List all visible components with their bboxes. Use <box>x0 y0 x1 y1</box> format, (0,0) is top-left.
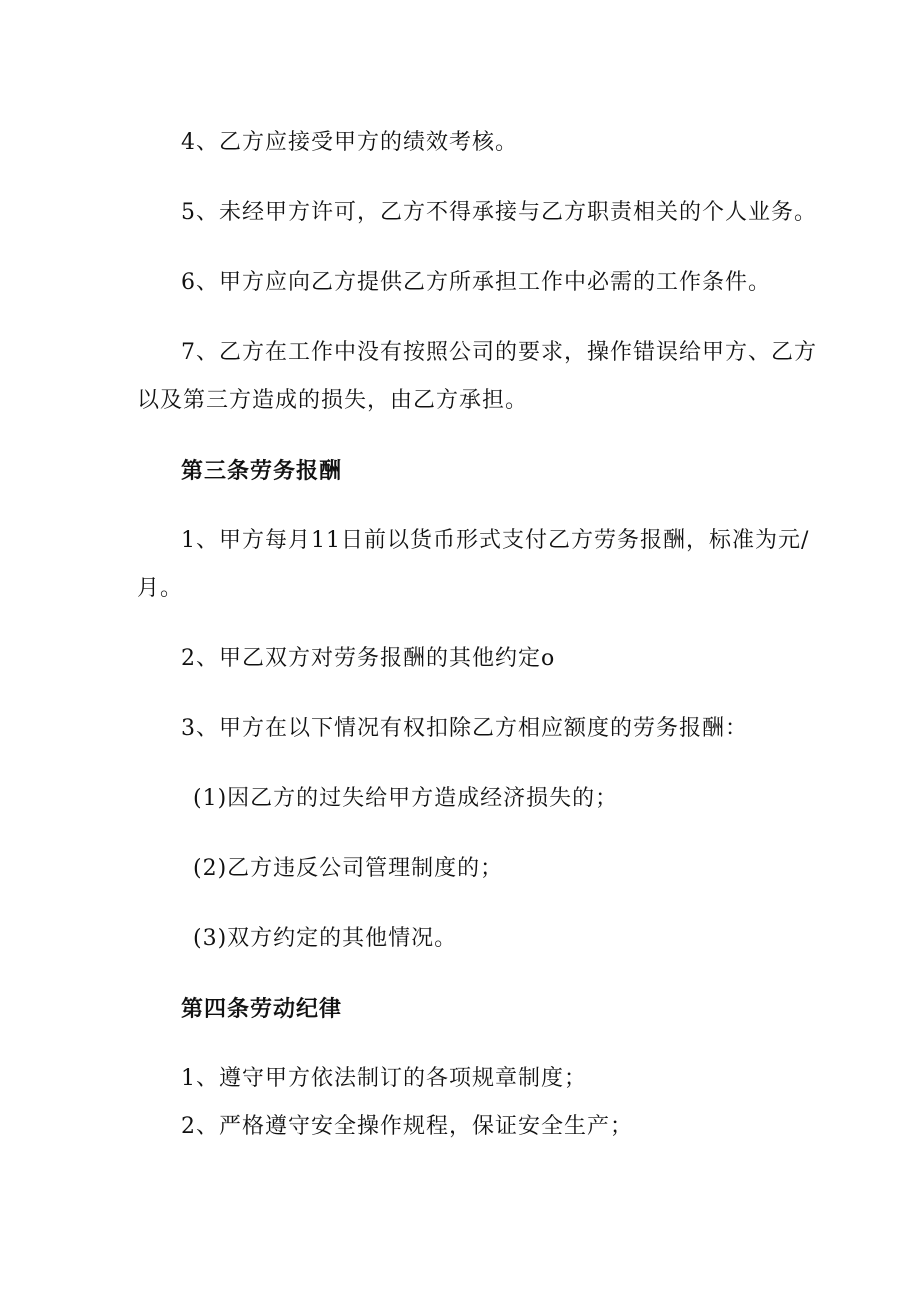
section-4-paragraph-2: 2、严格遵守安全操作规程，保证安全生产； <box>181 1114 633 1139</box>
section-3-subitem-1: (1)因乙方的过失给甲方造成经济损失的； <box>193 786 619 811</box>
section-4-heading: 第四条劳动纪律 <box>181 996 343 1022</box>
clause-item-7-line-2: 以及第三方造成的损失，由乙方承担。 <box>137 388 529 413</box>
clause-item-5: 5、未经甲方许可，乙方不得承接与乙方职责相关的个人业务。 <box>181 200 817 225</box>
section-3-heading: 第三条劳务报酬 <box>181 458 343 484</box>
section-3-subitem-2: (2)乙方违反公司管理制度的； <box>193 856 504 881</box>
section-3-paragraph-1-line-2: 月。 <box>137 576 184 601</box>
section-3-subitem-3: (3)双方约定的其他情况。 <box>193 926 458 951</box>
section-4-paragraph-1: 1、遵守甲方依法制订的各项规章制度； <box>181 1066 587 1091</box>
section-3-paragraph-1-line-1: 1、甲方每月11日前以货币形式支付乙方劳务报酬，标准为元/ <box>181 528 810 553</box>
section-3-paragraph-2: 2、甲乙双方对劳务报酬的其他约定o <box>181 646 556 671</box>
clause-item-4: 4、乙方应接受甲方的绩效考核。 <box>181 130 518 155</box>
clause-item-6: 6、甲方应向乙方提供乙方所承担工作中必需的工作条件。 <box>181 270 771 295</box>
clause-item-7-line-1: 7、乙方在工作中没有按照公司的要求，操作错误给甲方、乙方 <box>181 340 817 365</box>
section-3-paragraph-3: 3、甲方在以下情况有权扣除乙方相应额度的劳务报酬： <box>181 716 748 741</box>
